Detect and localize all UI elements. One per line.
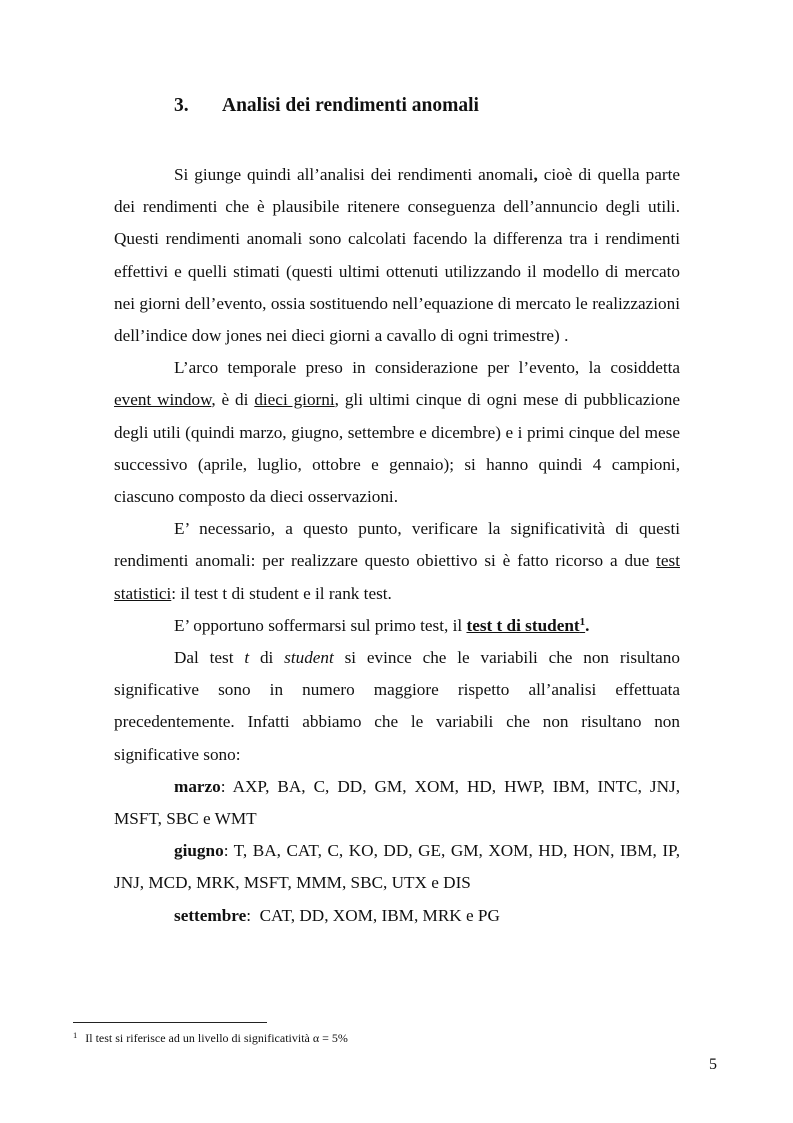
italic-student: student bbox=[284, 648, 334, 668]
month-label: marzo bbox=[174, 776, 221, 796]
paragraph-1-text-b: cioè di quella parte dei rendimenti che è plausibile ritenere conseguenza dell’annuncio degli utili. Questi rendimenti anomali sono calcolati facendo la differenza tra i rendimenti effettivi e quelli stimati (questi ultimi ottenuti utilizzando il modello di mercato nei giorni dell’evento, ossia sostituendo nell’equazione di mercato le realizzazioni dell’indice dow jones nei dieci giorni a cavallo di ogni trimestre) . bbox=[114, 165, 680, 346]
month-list: : CAT, DD, XOM, IBM, MRK e PG bbox=[246, 905, 500, 925]
footnote-separator bbox=[73, 1022, 267, 1023]
test-t-student-term bbox=[466, 616, 585, 635]
dieci-giorni-term: dieci giorni bbox=[254, 390, 335, 410]
paragraph-4 bbox=[114, 610, 680, 642]
paragraph-1-text-a: Si giunge quindi all’analisi dei rendimenti anomali bbox=[174, 165, 534, 184]
paragraph-2-text-a: L’arco temporale preso in considerazione per l’evento, la cosiddetta bbox=[174, 358, 680, 378]
month-list: : T, BA, CAT, C, KO, DD, GE, GM, XOM, HD, HON, IBM, IP, JNJ, MCD, MRK, MSFT, MMM, SBC, UTX e DIS bbox=[114, 841, 680, 893]
footnote-reference: 1 bbox=[579, 615, 586, 628]
month-entry-marzo bbox=[114, 771, 680, 835]
section-title: Analisi dei rendimenti anomali bbox=[222, 95, 479, 116]
test-statistici-term: test statistici bbox=[114, 551, 680, 603]
paragraph-2-text-c: , gli ultimi cinque di ogni mese di pubblicazione degli utili (quindi marzo, giugno, settembre e dicembre) e i primi cinque del mese successivo (aprile, luglio, ottobre e gennaio); si hanno quindi 4 campioni, ciascuno composto da dieci osservazioni. bbox=[114, 390, 681, 507]
paragraph-5-text-a: Dal test bbox=[174, 648, 245, 668]
event-window-term: event window bbox=[114, 390, 212, 410]
paragraph-1-bold-comma: , bbox=[533, 165, 538, 184]
paragraph-4-end: . bbox=[585, 615, 590, 635]
section-number: 3. bbox=[174, 95, 189, 116]
paragraph-3-text-a: E’ necessario, a questo punto, verificare la significatività di questi rendimenti anomali: per realizzare questo obiettivo si è fatto ricorso a due bbox=[114, 519, 680, 571]
paragraph-5 bbox=[114, 642, 680, 771]
paragraph-4-text-a: E’ opportuno soffermarsi sul primo test, il bbox=[174, 615, 467, 635]
paragraph-5-text-c: si evince che le variabili che non risultano significative sono in numero maggiore rispetto all’analisi effettuata precedentemente. Infatti abbiamo che le variabili che non risultano non significative sono: bbox=[114, 648, 680, 764]
paragraph-2 bbox=[114, 352, 680, 513]
month-entry-giugno bbox=[114, 835, 680, 899]
body-text bbox=[114, 159, 680, 932]
footnote bbox=[73, 1031, 348, 1046]
month-entry-settembre bbox=[114, 900, 680, 932]
footnote-text: Il test si riferisce ad un livello di significatività α = 5% bbox=[85, 1031, 348, 1045]
footnote-mark: 1 bbox=[73, 1030, 78, 1040]
paragraph-1 bbox=[114, 159, 680, 352]
test-t-student-label: test t di student bbox=[466, 615, 580, 635]
italic-t: t bbox=[244, 648, 250, 668]
section-heading bbox=[174, 95, 479, 117]
month-label: giugno bbox=[174, 841, 224, 861]
paragraph-3 bbox=[114, 513, 680, 610]
month-list: : AXP, BA, C, DD, GM, XOM, HD, HWP, IBM, INTC, JNJ, MSFT, SBC e WMT bbox=[114, 776, 680, 829]
paragraph-5-text-b: di bbox=[249, 648, 285, 668]
page-number: 5 bbox=[709, 1056, 717, 1073]
paragraph-2-text-b: , è di bbox=[211, 390, 255, 410]
month-label: settembre bbox=[174, 905, 247, 925]
paragraph-3-text-b: : il test t di student e il rank test. bbox=[171, 583, 392, 603]
